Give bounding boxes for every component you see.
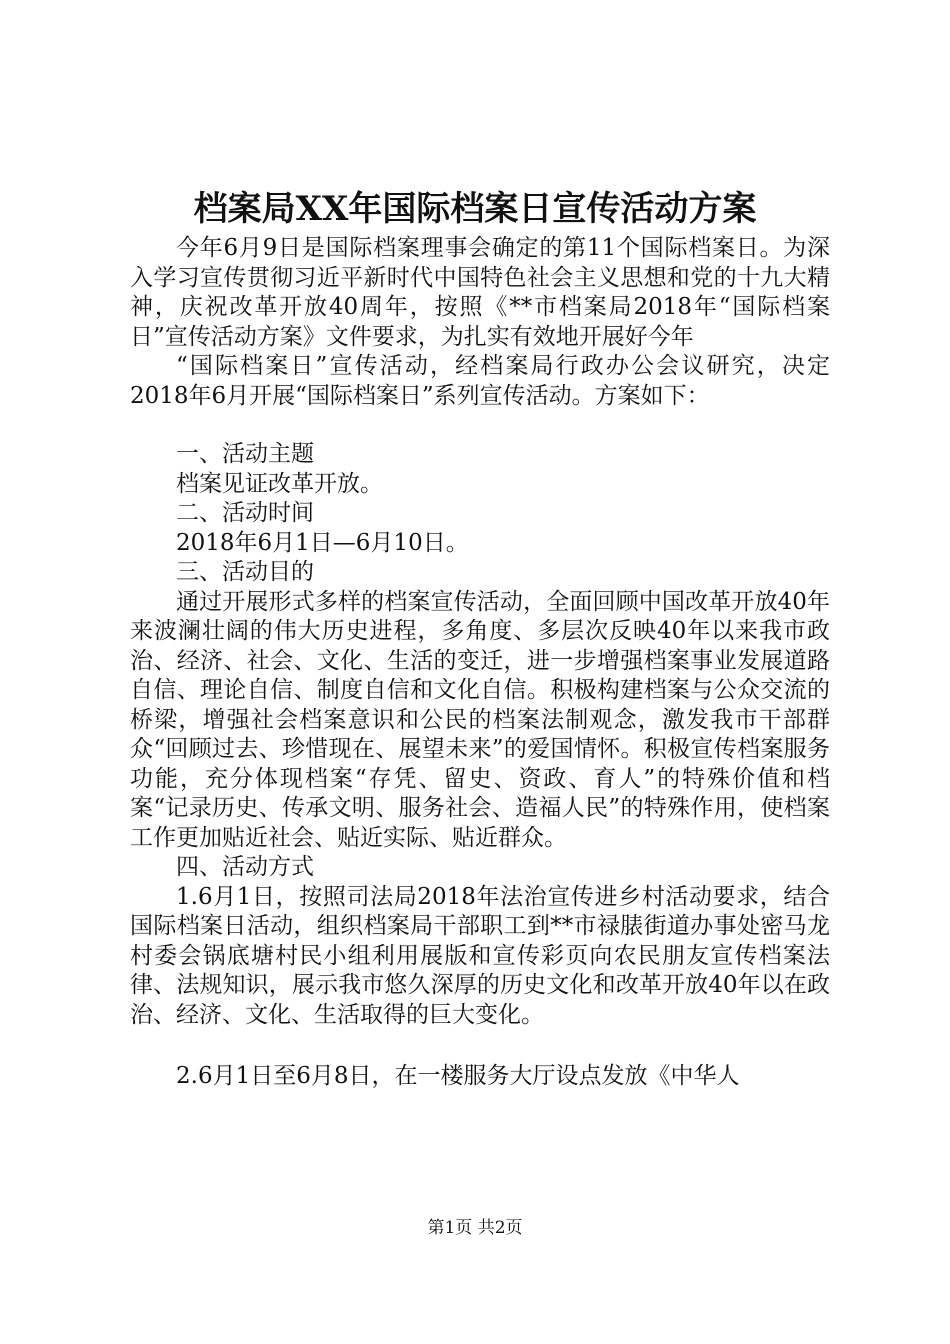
paragraph-method-1: 1.6月1日，按照司法局2018年法治宣传进乡村活动要求，结合国际档案日活动，组织档案局干部职工到**市禄脿街道办事处密马龙村委会锅底塘村民小组利用展版和宣传彩页向农民朋友宣传档案法律、法规知识，展示我市悠久深厚的历史文化和改革开放40年以在政治、经济、文化、生活取得的巨大变化。 xyxy=(130,883,830,1028)
document-title: 档案局XX年国际档案日宣传活动方案 xyxy=(193,189,757,229)
paragraph-method-2: 2.6月1日至6月8日，在一楼服务大厅设点发放《中华人 xyxy=(176,1063,740,1089)
paragraph-purpose: 通过开展形式多样的档案宣传活动，全面回顾中国改革开放40年来波澜壮阔的伟大历史进程，多角度、多层次反映40年以来我市政治、经济、社会、文化、生活的变迁，进一步增强档案事业发展道路自信、理论自信、制度自信和文化自信。积极构建档案与公众交流的桥梁，增强社会档案意识和公民的档案法制观念，激发我市干部群众“回顾过去、珍惜现在、展望未来”的爱国情怀。积极宣传档案服务功能，充分体现档案“存凭、留史、资政、育人”的特殊价值和档案“记录历史、传承文明、服务社会、造福人民”的特殊作用，使档案工作更加贴近社会、贴近实际、贴近群众。 xyxy=(130,588,830,851)
paragraph-time: 2018年6月1日—6月10日。 xyxy=(176,529,469,556)
paragraph-intro-continued: “国际档案日”宣传活动，经档案局行政办公会议研究，决定2018年6月开展“国际档案日”系列宣传活动。方案如下： xyxy=(130,353,830,409)
section-heading-purpose: 三、活动目的 xyxy=(176,559,314,585)
page-footer: 第1页 共2页 xyxy=(427,1218,523,1238)
section-heading-methods: 四、活动方式 xyxy=(176,854,314,880)
paragraph-intro: 今年6月9日是国际档案理事会确定的第11个国际档案日。为深入学习宣传贯彻习近平新时代中国特色社会主义思想和党的十九大精神，庆祝改革开放40周年，按照《**市档案局2018年“国际档案日”宣传活动方案》文件要求，为扎实有效地开展好今年 xyxy=(130,235,830,350)
document-body xyxy=(130,234,830,1092)
section-heading-time: 二、活动时间 xyxy=(176,500,314,526)
section-heading-theme: 一、活动主题 xyxy=(176,441,314,467)
paragraph-theme: 档案见证改革开放。 xyxy=(176,470,383,497)
